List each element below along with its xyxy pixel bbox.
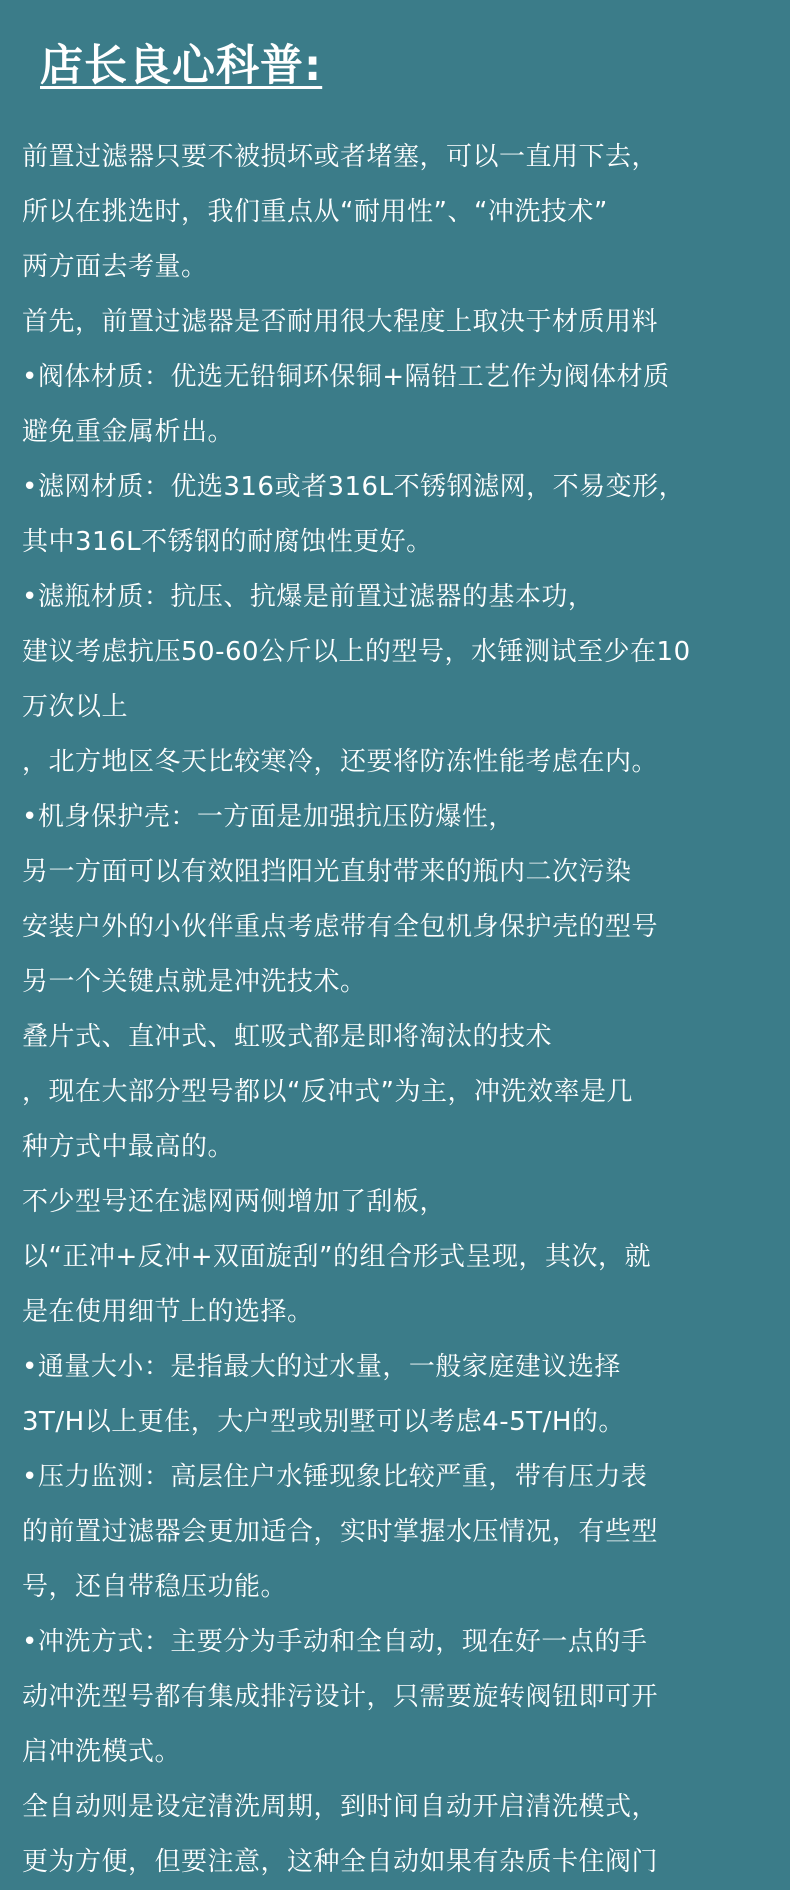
- text-line: 前置过滤器只要不被损坏或者堵塞，可以一直用下去，: [22, 142, 659, 172]
- text-line: •机身保护壳：一方面是加强抗压防爆性，: [22, 802, 515, 832]
- text-line: •通量大小：是指最大的过水量，一般家庭建议选择: [22, 1352, 621, 1382]
- text-line: 是在使用细节上的选择。: [22, 1297, 314, 1327]
- text-line: •滤网材质：优选316或者316L不锈钢滤网，不易变形，: [22, 472, 686, 502]
- text-line: •阀体材质：优选无铅铜环保铜+隔铅工艺作为阀体材质: [22, 362, 670, 392]
- text-line: 两方面去考量。: [22, 252, 208, 282]
- text-line: 首先，前置过滤器是否耐用很大程度上取决于材质用料: [22, 307, 659, 337]
- text-line: 另一个关键点就是冲洗技术。: [22, 967, 367, 997]
- text-line: •冲洗方式：主要分为手动和全自动，现在好一点的手: [22, 1627, 648, 1657]
- text-line: 种方式中最高的。: [22, 1132, 235, 1162]
- text-line: •压力监测：高层住户水锤现象比较严重，带有压力表: [22, 1462, 648, 1492]
- text-line: 号，还自带稳压功能。: [22, 1572, 288, 1602]
- text-line: 万次以上: [22, 692, 129, 722]
- text-line: 其中316L不锈钢的耐腐蚀性更好。: [22, 527, 433, 557]
- text-line: 全自动则是设定清洗周期，到时间自动开启清洗模式，: [22, 1792, 659, 1822]
- text-line: 3T/H以上更佳，大户型或别墅可以考虑4-5T/H的。: [22, 1407, 625, 1437]
- text-line: 所以在挑选时，我们重点从“耐用性”、“冲洗技术”: [22, 197, 608, 227]
- text-line: 的前置过滤器会更加适合，实时掌握水压情况，有些型: [22, 1517, 659, 1547]
- text-line: 不少型号还在滤网两侧增加了刮板，: [22, 1187, 447, 1217]
- text-line: 以“正冲+反冲+双面旋刮”的组合形式呈现，其次，就: [22, 1242, 652, 1272]
- text-line: 避免重金属析出。: [22, 417, 235, 447]
- text-line: 更为方便，但要注意，这种全自动如果有杂质卡住阀门: [22, 1847, 659, 1877]
- text-line: 建议考虑抗压50-60公斤以上的型号，水锤测试至少在10: [22, 637, 691, 667]
- text-line: 叠片式、直冲式、虹吸式都是即将淘汰的技术: [22, 1022, 553, 1052]
- article-body: [22, 130, 778, 1890]
- text-line: ，北方地区冬天比较寒冷，还要将防冻性能考虑在内。: [22, 747, 659, 777]
- text-line: 启冲洗模式。: [22, 1737, 182, 1767]
- text-line: 另一方面可以有效阻挡阳光直射带来的瓶内二次污染: [22, 857, 632, 887]
- page-title: 店长良心科普:: [40, 41, 323, 91]
- text-line: 安装户外的小伙伴重点考虑带有全包机身保护壳的型号: [22, 912, 659, 942]
- text-line: •滤瓶材质：抗压、抗爆是前置过滤器的基本功，: [22, 582, 595, 612]
- text-line: 动冲洗型号都有集成排污设计，只需要旋转阀钮即可开: [22, 1682, 659, 1712]
- text-line: ，现在大部分型号都以“反冲式”为主，冲洗效率是几: [22, 1077, 633, 1107]
